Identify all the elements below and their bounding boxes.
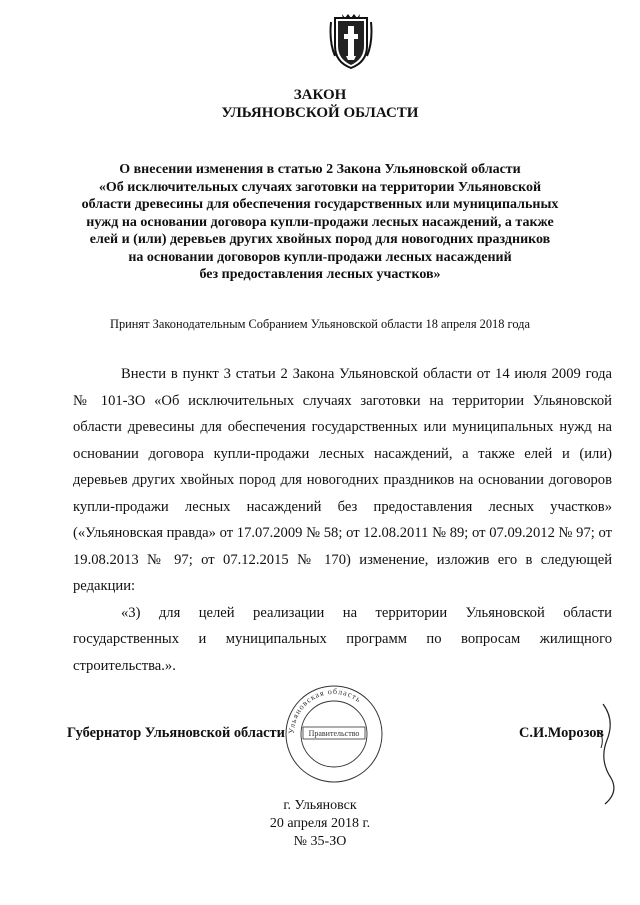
stamp-ring-text: Ульяновская область <box>286 686 364 735</box>
signatory-position: Губернатор Ульяновской области <box>67 725 285 741</box>
handwritten-signature <box>545 700 625 810</box>
official-stamp <box>283 683 385 785</box>
law-title-line1: ЗАКОН <box>293 87 347 103</box>
subject-line: на основании договоров купли-продажи лесных насаждений <box>128 249 512 265</box>
footer-city: г. Ульяновск <box>283 798 357 813</box>
body-paragraph-1: Внести в пункт 3 статьи 2 Закона Ульяновской области от 14 июля 2009 года № 101-ЗО «Об исключительных случаях заготовки на территории Ульяновской области древесины для обеспечения государственных или муниципальных нужд на основании договора купли-продажи лесных насаждений, а также елей и (или) деревьев других хвойных пород для новогодних праздников на основании договоров купли-продажи лесных насаждений без предоставления лесных участков» («Ульяновская правда» от 17.07.2009 № 58; от 12.08.2011 № 89; от 07.09.2012 № 97; от 19.08.2013 № 97; от 07.12.2015 № 170) изменение, изложив его в следующей редакции: <box>73 366 612 594</box>
subject-line: нужд на основании договора купли-продажи лесных насаждений, а также <box>86 214 554 230</box>
subject-line: елей и (или) деревьев других хвойных пород для новогодних праздников <box>89 232 551 247</box>
subject-line: без предоставления лесных участков» <box>199 267 441 282</box>
subject-line: области древесины для обеспечения государственных или муниципальных <box>81 197 559 212</box>
coat-of-arms-icon <box>329 12 373 70</box>
footer-number: № 35-ЗО <box>293 834 347 849</box>
adopted-line: Принят Законодательным Собранием Ульяновской области 18 апреля 2018 года <box>110 317 530 331</box>
body-paragraph-2: «3) для целей реализации на территории Ульяновской области государственных и муниципальных программ по вопросам жилищного строительства.». <box>73 604 612 674</box>
law-body <box>73 361 612 679</box>
stamp-center-text: Правительство <box>308 729 360 738</box>
signatory-name: С.И.Морозов <box>519 725 604 741</box>
subject-line: О внесении изменения в статью 2 Закона Ульяновской области <box>119 162 521 177</box>
footer-date: 20 апреля 2018 г. <box>269 816 371 831</box>
subject-block <box>0 161 640 284</box>
subject-line: «Об исключительных случаях заготовки на территории Ульяновской <box>98 179 542 195</box>
law-title-line2: УЛЬЯНОВСКОЙ ОБЛАСТИ <box>221 105 419 121</box>
